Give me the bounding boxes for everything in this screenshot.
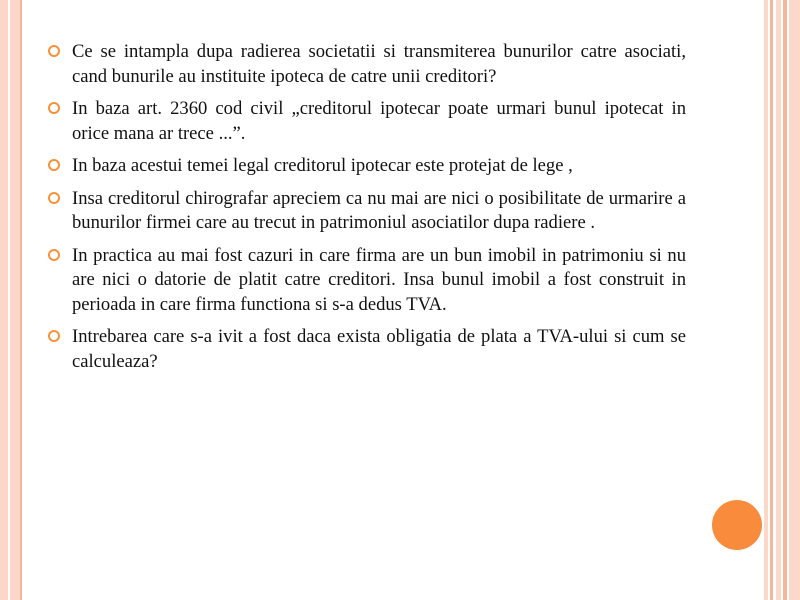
bullet-item <box>48 187 686 236</box>
circle-bullet-icon <box>48 45 60 57</box>
bullet-text: In baza acestui temei legal creditorul ipotecar este protejat de lege , <box>72 155 573 176</box>
circle-bullet-icon <box>48 330 60 342</box>
slide-content <box>48 40 686 382</box>
bullet-item <box>48 244 686 318</box>
circle-bullet-icon <box>48 192 60 204</box>
bullet-item <box>48 325 686 374</box>
bullet-list <box>48 40 686 374</box>
circle-bullet-icon <box>48 102 60 114</box>
bullet-text: Intrebarea care s-a ivit a fost daca exista obligatia de plata a TVA-ului si cum se calculeaza? <box>72 326 686 372</box>
stripe <box>789 0 800 600</box>
bullet-text: In baza art. 2360 cod civil „creditorul ipotecar poate urmari bunul ipotecat in orice mana ar trece ...”. <box>72 98 686 144</box>
bullet-item <box>48 154 686 179</box>
bullet-text: Insa creditorul chirografar apreciem ca nu mai are nici o posibilitate de urmarire a bunurilor firmei care au trecut in patrimoniul asociatilor dupa radiere . <box>72 187 686 233</box>
bullet-text: In practica au mai fost cazuri in care firma are un bun imobil in patrimoniu si nu are nici o datorie de platit catre creditori. Insa bunul imobil a fost construit in perioada in care firma functiona si s-a dedus TVA. <box>72 244 686 315</box>
circle-bullet-icon <box>48 249 60 261</box>
bullet-item <box>48 40 686 89</box>
bullet-text: Ce se intampla dupa radierea societatii si transmiterea bunurilor catre asociati, cand bunurile au instituite ipoteca de catre unii creditori? <box>72 41 686 87</box>
orange-circle-decoration <box>712 500 762 550</box>
circle-bullet-icon <box>48 159 60 171</box>
left-decorative-border <box>0 0 22 600</box>
right-decorative-stripes <box>764 0 800 600</box>
bullet-item <box>48 97 686 146</box>
